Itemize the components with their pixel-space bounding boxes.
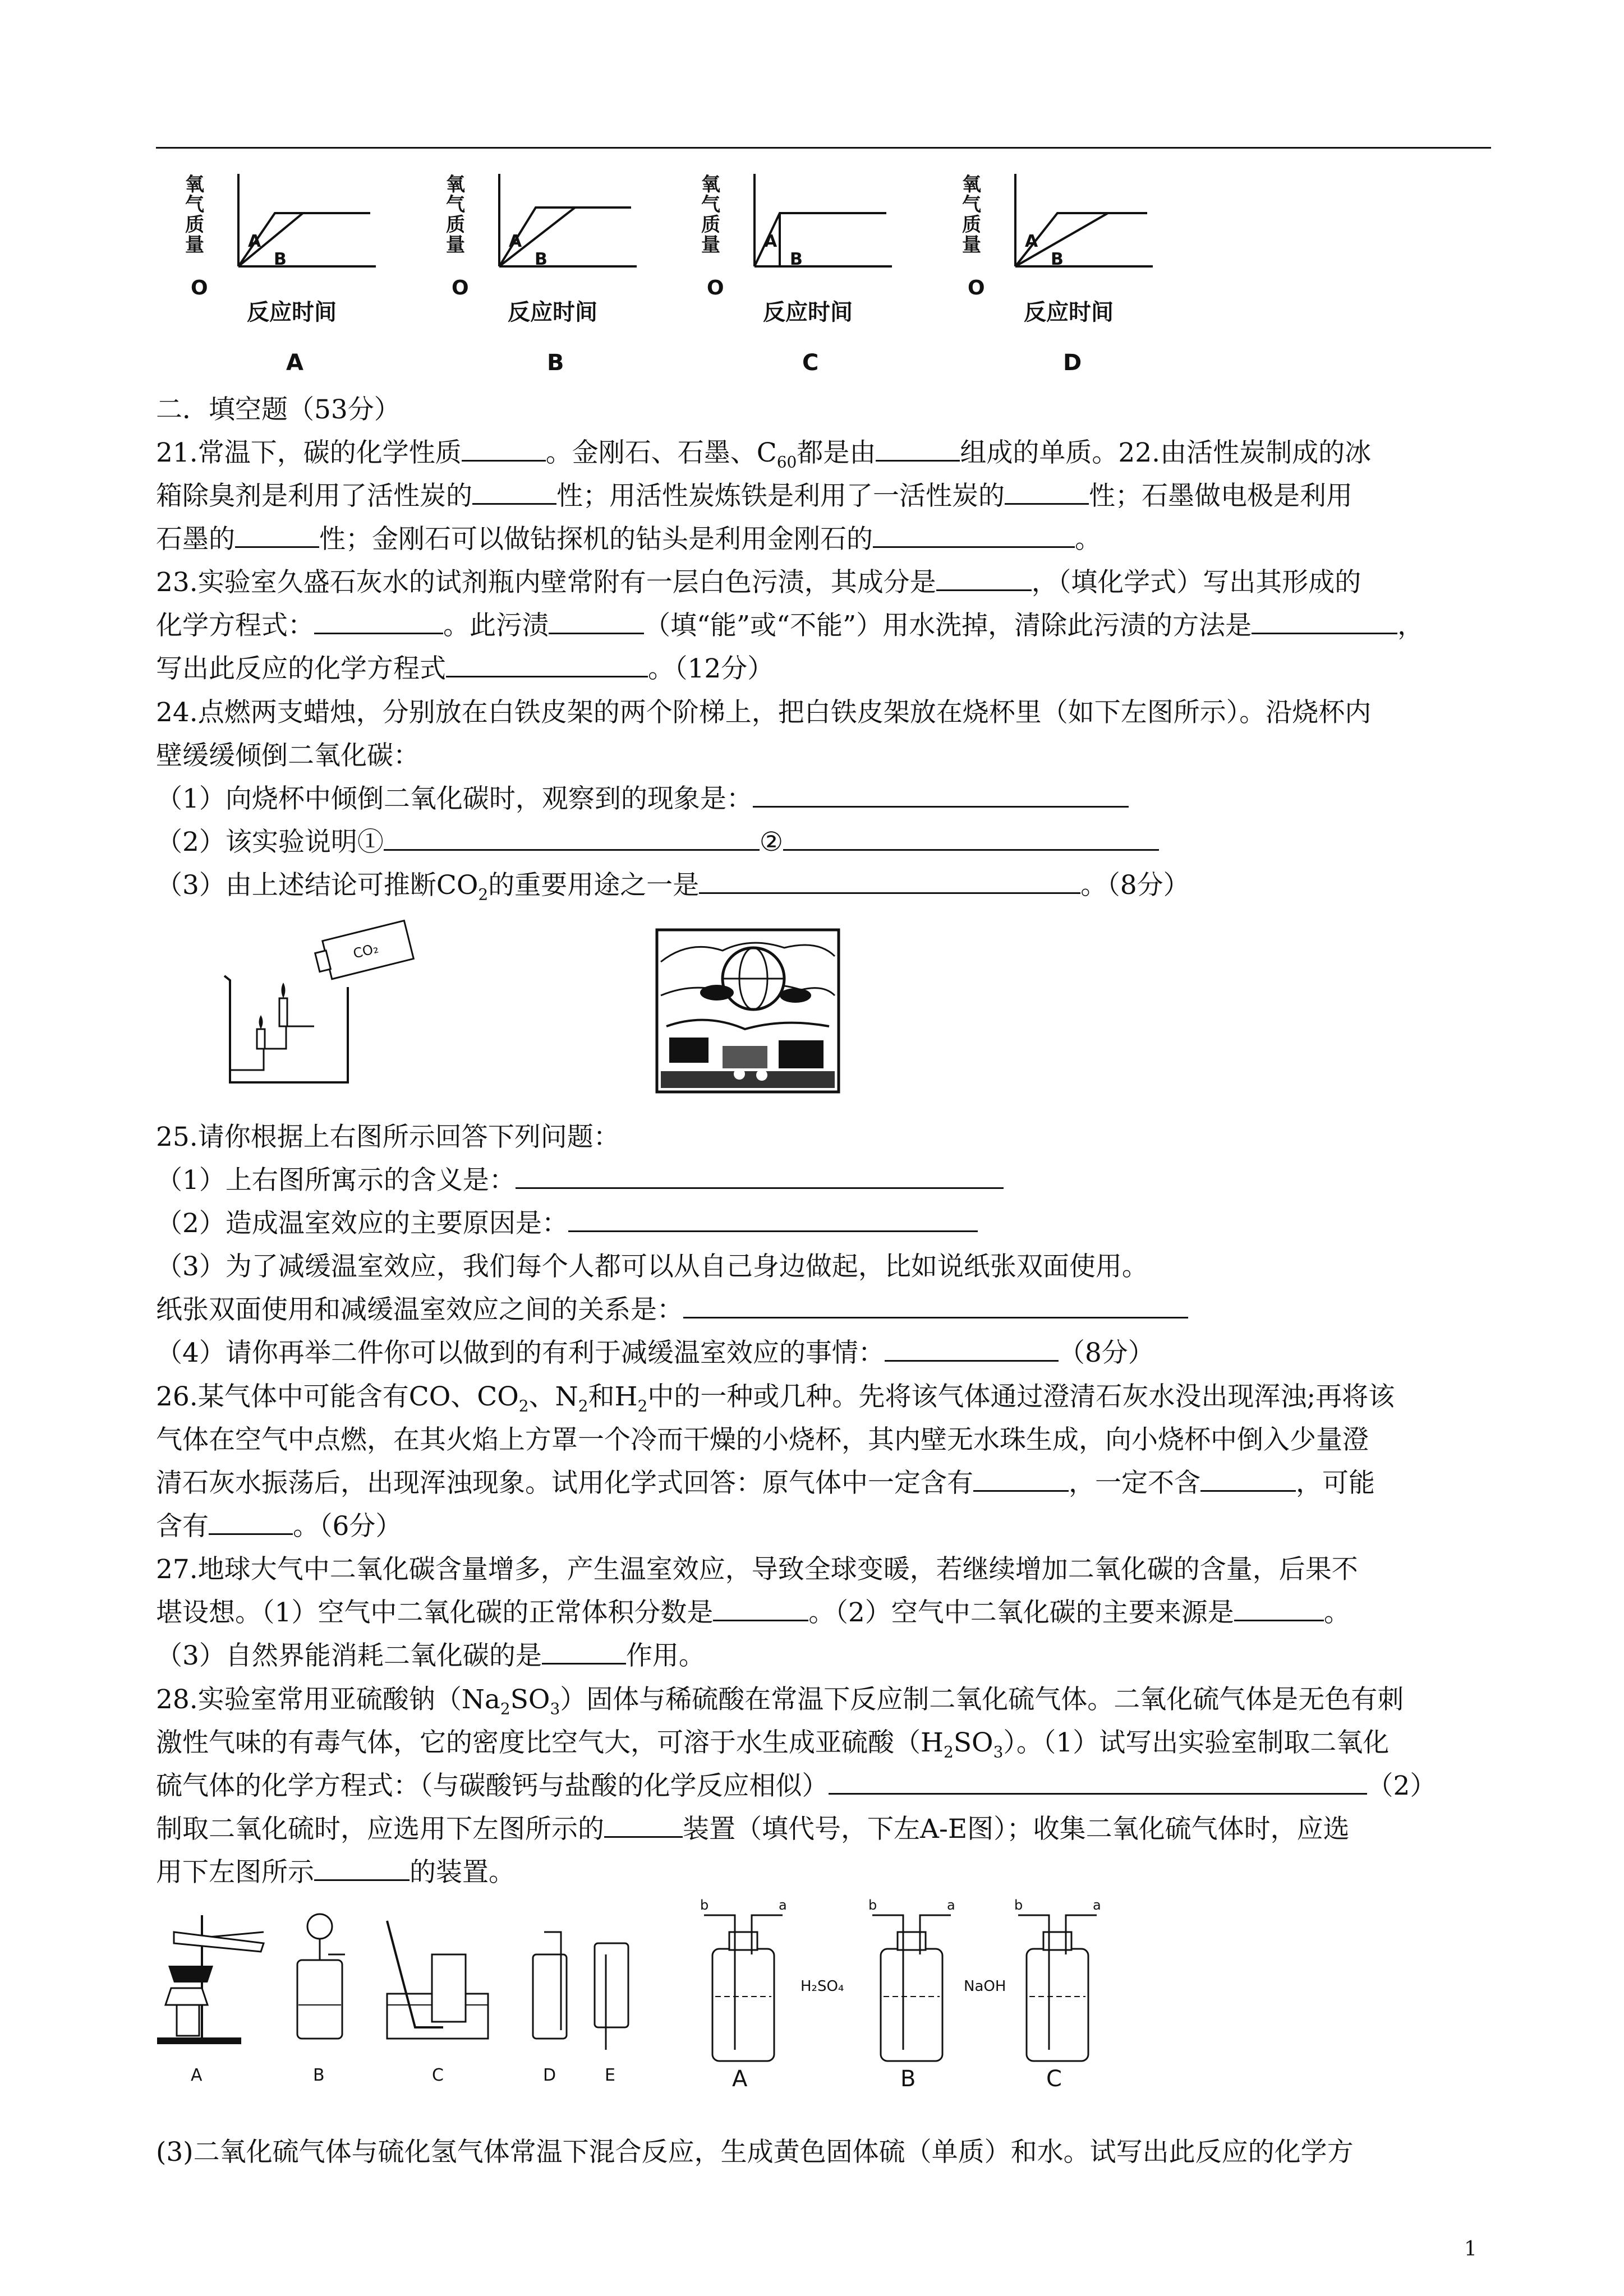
page-number: 1 (1464, 2238, 1477, 2261)
answer-blank[interactable] (876, 437, 960, 462)
q24-1-line: （1）向烧杯中倾倒二氧化碳时，观察到的现象是： (156, 783, 1129, 815)
q28-3-line: (3)二氧化硫气体与硫化氢气体常温下混合反应，生成黄色固体硫（单质）和水。试写出此反应的化学方 (156, 2137, 1354, 2168)
answer-blank[interactable] (568, 1208, 978, 1232)
q23-line-3: 写出此反应的化学方程式 。（12分） (156, 653, 774, 684)
apparatus-e (595, 1943, 628, 2050)
graph-option-letter: A (286, 350, 303, 376)
flame-low (259, 1015, 263, 1029)
answer-blank[interactable] (446, 653, 648, 677)
answer-blank[interactable] (314, 610, 443, 634)
answer-blank[interactable] (699, 870, 1080, 894)
q27-line-1: 27.地球大气中二氧化碳含量增多，产生温室效应，导致全球变暖，若继续增加二氧化碳的含量，后果不 (156, 1554, 1358, 1585)
graph-origin: O (968, 276, 985, 299)
graph-ylabel: 量 (446, 234, 465, 256)
graph-ylabel: 气 (446, 193, 465, 216)
bottle-port-a: a (779, 1898, 787, 1913)
answer-blank[interactable] (1252, 610, 1397, 634)
apparatus-c (387, 1921, 488, 2039)
apparatus-figure (151, 1898, 1105, 2089)
graph-series-b-label: B (274, 250, 287, 269)
h2so4-label: H₂SO₄ (801, 1978, 844, 1995)
apparatus-b (297, 1914, 345, 2039)
answer-blank[interactable] (1234, 1597, 1324, 1621)
co2-label: CO₂ (351, 940, 380, 962)
answer-blank[interactable] (516, 1165, 1004, 1189)
graph-ylabel: 氧 (701, 173, 720, 196)
graph-xlabel: 反应时间 (763, 299, 853, 325)
bottle-port-b: b (1014, 1898, 1023, 1913)
answer-blank[interactable] (1200, 1468, 1296, 1492)
graph-series-a-label: A (248, 232, 261, 251)
apparatus-label: B (313, 2066, 325, 2085)
q28-line-4: 制取二氧化硫时，应选用下左图所示的 装置（填代号，下左A-E图）；收集二氧化硫气体时，应选 (156, 1814, 1350, 1845)
q24-line-2: 壁缓缓倾倒二氧化碳： (156, 740, 420, 771)
q26-line-3: 清石灰水振荡后，出现浑浊现象。试用化学式回答：原气体中一定含有 ，一定不含 ，可能 (156, 1468, 1375, 1499)
graph-option (701, 173, 892, 376)
graph-ylabel: 量 (701, 234, 720, 256)
graph-option (185, 173, 376, 376)
graph-ylabel: 气 (701, 193, 720, 216)
answer-blank[interactable] (885, 1338, 1059, 1362)
graph-origin: O (707, 276, 724, 299)
q21-line: 21.常温下，碳的化学性质 。金刚石、石墨、$C_{60}$都是由 组成的单质。22.由活性炭制成的冰 (156, 437, 1372, 472)
q24-line-1: 24.点燃两支蜡烛，分别放在白铁皮架的两个阶梯上，把白铁皮架放在烧杯里（如下左图所示）。沿烧杯内 (156, 697, 1372, 728)
q28-line-5: 用下左图所示 的装置。 (156, 1857, 515, 1888)
graph-ylabel: 气 (962, 193, 981, 216)
graph-series-b-label: B (1051, 250, 1064, 269)
q27-line-2: 堪设想。（1）空气中二氧化碳的正常体积分数是 。（2）空气中二氧化碳的主要来源是 。 (156, 1597, 1350, 1628)
graph-option-letter: B (547, 350, 564, 376)
q25-line: 25.请你根据上右图所示回答下列问题： (156, 1122, 620, 1152)
answer-blank[interactable] (713, 1597, 808, 1621)
q25-4-line: （4）请你再举二件你可以做到的有利于减缓温室效应的事情： （8分） (156, 1338, 1154, 1368)
answer-blank[interactable] (549, 610, 644, 634)
q23-line-1: 23.实验室久盛石灰水的试剂瓶内壁常附有一层白色污渍，其成分是 ，（填化学式）写出其形成的 (156, 567, 1361, 598)
graph-series-b-label: B (535, 250, 548, 269)
graph-ylabel: 量 (962, 234, 981, 256)
answer-blank[interactable] (783, 827, 1159, 851)
candle-low (257, 1029, 265, 1049)
answer-blank[interactable] (604, 1814, 683, 1838)
answer-blank[interactable] (973, 1468, 1069, 1492)
q22-line-1: 箱除臭剂是利用了活性炭的 性；用活性炭炼铁是利用了一活性炭的 性；石墨做电极是利用 (156, 481, 1352, 511)
graph-series-a-label: A (764, 232, 778, 251)
graph-ylabel: 氧 (962, 173, 981, 196)
q22-line-2: 石墨的 性；金刚石可以做钻探机的钻头是利用金刚石的 。 (156, 524, 1101, 555)
metal-stand (230, 1026, 314, 1070)
answer-blank[interactable] (472, 481, 556, 505)
bottle-label: C (1046, 2066, 1062, 2089)
greenhouse-illustration (655, 928, 840, 1094)
q26-line-4: 含有 。（6分） (156, 1511, 402, 1542)
co2-bottle (312, 921, 413, 982)
graph-ylabel: 气 (185, 193, 204, 216)
answer-blank[interactable] (235, 524, 319, 548)
answer-blank[interactable] (384, 827, 760, 851)
graph-ylabel: 氧 (185, 173, 204, 196)
graph-ylabel: 质 (446, 214, 465, 236)
bottle-label: A (732, 2066, 748, 2089)
apparatus-label: A (191, 2066, 203, 2085)
graph-series-a-label: A (1025, 232, 1038, 251)
graph-origin: O (191, 276, 208, 299)
apparatus-label: E (605, 2066, 615, 2085)
naoh-label: NaOH (964, 1978, 1006, 1995)
graph-xlabel: 反应时间 (247, 299, 337, 325)
graph-origin: O (452, 276, 469, 299)
answer-blank[interactable] (1005, 481, 1089, 505)
graph-ylabel: 氧 (446, 173, 465, 196)
q28-line-2: 激性气味的有毒气体，它的密度比空气大，可溶于水生成亚硫酸$(H_2SO_3)$。（1）试写出实验室制取二氧化 (156, 1727, 1390, 1762)
candle-high (279, 998, 287, 1026)
graph-option-letter: C (802, 350, 819, 376)
q25-3-line: （3）为了减缓温室效应，我们每个人都可以从自己身边做起，比如说纸张双面使用。 (156, 1251, 1148, 1282)
graph-option (446, 173, 637, 376)
q26-line-2: 气体在空气中点燃，在其火焰上方罩一个冷而干燥的小烧杯，其内壁无水珠生成，向小烧杯中倒入少量澄 (156, 1424, 1369, 1455)
apparatus-a (157, 1915, 264, 2044)
apparatus-label: C (432, 2066, 444, 2085)
answer-blank[interactable] (683, 1294, 1188, 1318)
q25-1-line: （1）上右图所寓示的含义是： (156, 1165, 1004, 1196)
q25-3b-line: 纸张双面使用和减缓温室效应之间的关系是： (156, 1294, 1188, 1326)
q23-line-2: 化学方程式： 。此污渍 （填“能”或“不能”）用水洗掉，清除此污渍的方法是 ， (156, 610, 1424, 641)
bottle-port-b: b (868, 1898, 877, 1913)
q26-line-1: 26.某气体中可能含有CO、$CO_2$、$N_2$和$H_2$中的一种或几种。先将该气体通过澄清石灰水没出现浑浊;再将该 (156, 1381, 1395, 1416)
gas-washing-bottle (868, 1898, 955, 2061)
answer-blank[interactable] (873, 524, 1075, 548)
graph-series-a-label: A (509, 232, 522, 251)
graph-series-b-label: B (790, 250, 803, 269)
candle-beaker-figure (213, 914, 449, 1094)
graph-option (962, 173, 1153, 376)
oxygen-graphs (185, 168, 1391, 393)
q25-2-line: （2）造成温室效应的主要原因是： (156, 1208, 978, 1239)
apparatus-label: D (543, 2066, 556, 2085)
q28-line-3: 硫气体的化学方程式：（与碳酸钙与盐酸的化学反应相似） （2） (156, 1771, 1437, 1801)
answer-blank[interactable] (753, 783, 1129, 808)
answer-blank[interactable] (829, 1771, 1367, 1795)
header-rule (156, 147, 1491, 149)
q24-3-line: （3）由上述结论可推断$CO_2$的重要用途之一是 。（8分） (156, 870, 1190, 904)
graph-ylabel: 质 (962, 214, 981, 236)
answer-blank[interactable] (936, 567, 1032, 591)
q28-line-1: 28.实验室常用亚硫酸钠$(Na_2SO_3)$固体与稀硫酸在常温下反应制二氧化硫气体。二氧化硫气体是无色有刺 (156, 1684, 1404, 1718)
apparatus-d (533, 1932, 567, 2039)
graph-ylabel: 量 (185, 234, 204, 256)
graph-xlabel: 反应时间 (508, 299, 597, 325)
q24-2-line: （2）该实验说明① ② (156, 827, 1159, 858)
gas-washing-bottle (1014, 1898, 1101, 2061)
bottle-port-a: a (1093, 1898, 1101, 1913)
graph-option-letter: D (1063, 350, 1082, 376)
graph-ylabel: 质 (185, 214, 204, 236)
q27-line-3: （3）自然界能消耗二氧化碳的是 作用。 (156, 1640, 705, 1671)
answer-blank[interactable] (462, 437, 546, 462)
section-title: 二．填空题（53分） (156, 394, 401, 425)
answer-blank[interactable] (542, 1640, 626, 1665)
bottle-port-b: b (700, 1898, 709, 1913)
bottle-port-a: a (947, 1898, 955, 1913)
answer-blank[interactable] (209, 1511, 293, 1535)
graph-xlabel: 反应时间 (1024, 299, 1114, 325)
gas-washing-bottle (700, 1898, 787, 2061)
flame-high (282, 983, 286, 998)
answer-blank[interactable] (314, 1857, 410, 1881)
graph-ylabel: 质 (701, 214, 720, 236)
bottle-label: B (900, 2066, 916, 2089)
